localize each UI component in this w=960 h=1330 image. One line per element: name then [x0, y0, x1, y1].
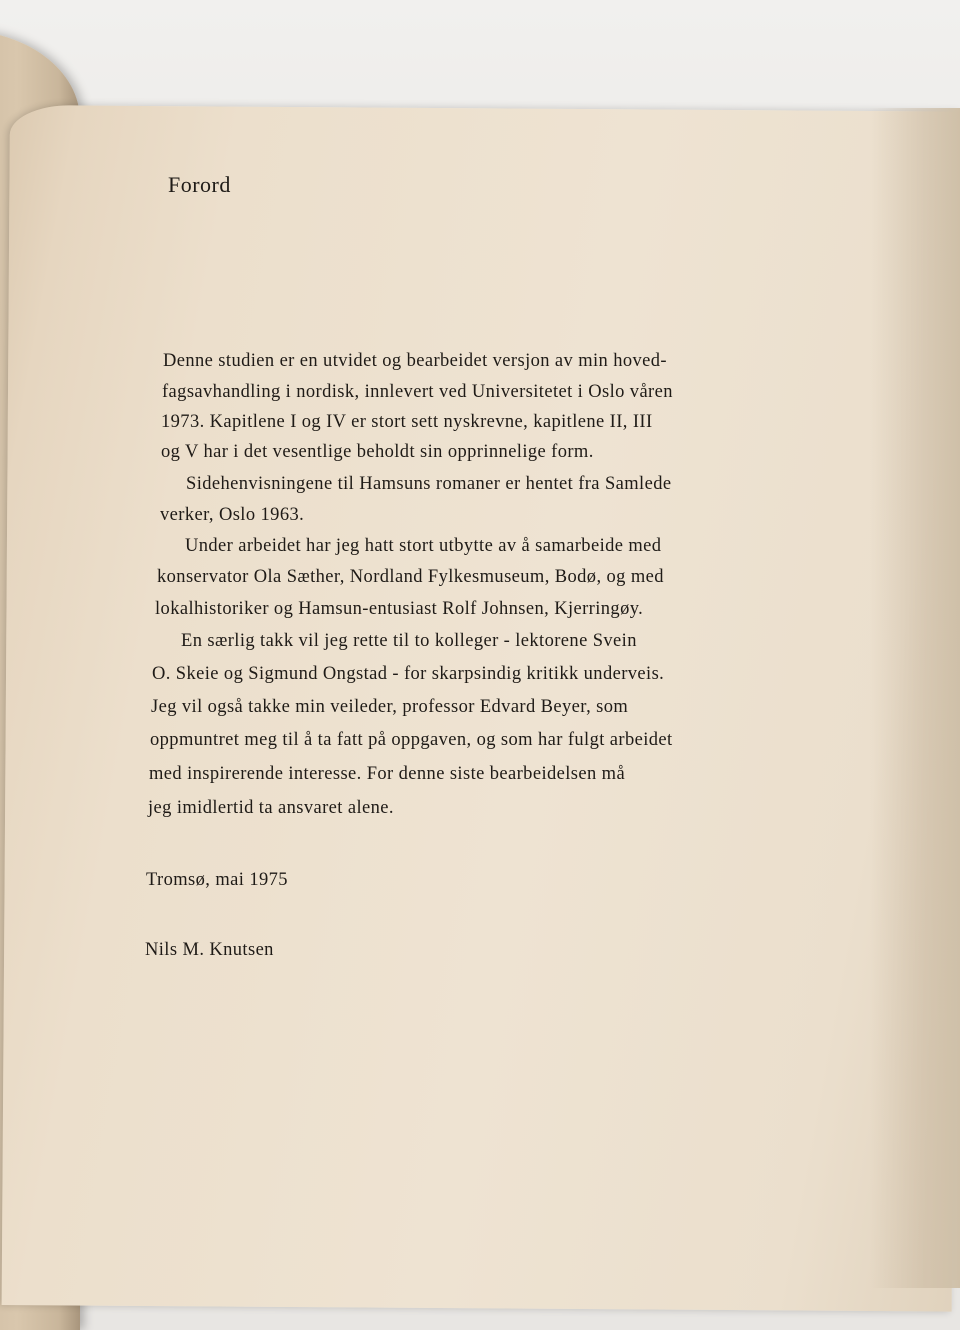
body-line: Sidehenvisningene til Hamsuns romaner er hentet fra Samlede	[186, 474, 672, 494]
place-date: Tromsø, mai 1975	[146, 870, 288, 890]
body-line: 1973. Kapitlene I og IV er stort sett nyskrevne, kapitlene II, III	[161, 412, 653, 432]
body-line: En særlig takk vil jeg rette til to kolleger - lektorene Svein	[181, 631, 637, 651]
body-line: lokalhistoriker og Hamsun-entusiast Rolf Johnsen, Kjerringøy.	[155, 599, 644, 619]
body-line: verker, Oslo 1963.	[160, 505, 305, 525]
body-line: oppmuntret meg til å ta fatt på oppgaven, og som har fulgt arbeidet	[150, 730, 673, 750]
body-line: Under arbeidet har jeg hatt stort utbytte av å samarbeide med	[185, 536, 662, 556]
body-line: med inspirerende interesse. For denne siste bearbeidelsen må	[149, 764, 626, 784]
body-line: Denne studien er en utvidet og bearbeidet versjon av min hoved-	[163, 351, 667, 371]
page-title: Forord	[168, 172, 231, 197]
body-line: og V har i det vesentlige beholdt sin opprinnelige form.	[161, 442, 594, 462]
body-line: O. Skeie og Sigmund Ongstad - for skarpsindig kritikk underveis.	[152, 664, 665, 684]
body-line: konservator Ola Sæther, Nordland Fylkesmuseum, Bodø, og med	[157, 567, 664, 587]
body-line: fagsavhandling i nordisk, innlevert ved Universitetet i Oslo våren	[162, 382, 673, 402]
author-signature-line: Nils M. Knutsen	[145, 940, 274, 960]
body-line: jeg imidlertid ta ansvaret alene.	[148, 798, 394, 818]
body-line: Jeg vil også takke min veileder, professor Edvard Beyer, som	[151, 697, 629, 717]
